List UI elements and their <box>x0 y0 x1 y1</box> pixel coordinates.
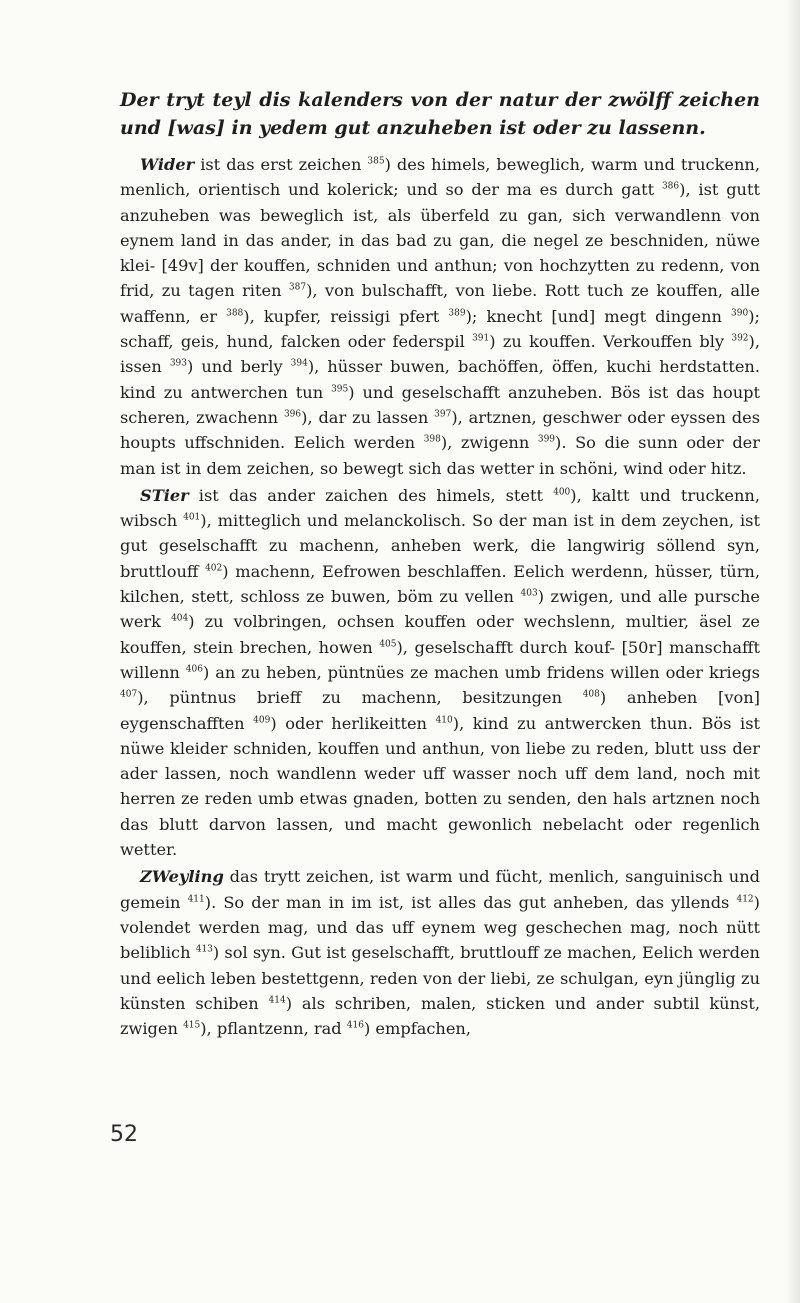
text-run: ist das erst zeichen <box>194 155 368 174</box>
footnote-ref: 385 <box>367 156 385 167</box>
footnote-ref: 394 <box>290 358 308 369</box>
text-run: ), von bulschafft, von liebe. Rott tuch ze kouffen, alle waffenn, er <box>120 281 760 326</box>
footnote-ref: 400 <box>553 487 571 498</box>
footnote-ref: 405 <box>379 639 397 650</box>
footnote-ref: 388 <box>226 308 244 319</box>
footnote-ref: 390 <box>731 308 749 319</box>
text-run: ) und geselschafft anzuheben. Bös ist das houpt scheren, zwachenn <box>120 382 761 427</box>
footnote-ref: 404 <box>171 613 189 624</box>
footnote-ref: 415 <box>183 1020 201 1031</box>
text-run: ), dar zu lassen <box>301 407 435 427</box>
footnote-ref: 401 <box>183 512 201 523</box>
footnote-ref: 398 <box>423 434 441 445</box>
footnote-ref: 389 <box>448 308 466 319</box>
paragraph-lead: Wider <box>140 155 195 174</box>
text-run: ) machenn, Eefrowen beschlaffen. Eelich werdenn, hüsser, türn, kilchen, stett, schloss ze buwen, böm zu vellen <box>120 561 760 607</box>
footnote-ref: 393 <box>169 358 188 369</box>
footnote-ref: 402 <box>205 563 223 574</box>
text-run: ), püntnus brieff zu machenn, besitzungen <box>137 688 583 708</box>
footnote-ref: 406 <box>185 664 203 675</box>
footnote-ref: 411 <box>187 894 205 905</box>
footnote-ref: 396 <box>283 409 302 420</box>
text-run: ), geselschafft durch kouf- [50r] manschafft willenn <box>120 637 760 682</box>
text-run: ), issen <box>120 332 760 377</box>
text-run: ) empfachen, <box>363 1019 471 1039</box>
text-run: ), kaltt und truckenn, wibsch <box>120 485 760 531</box>
page-heading: Der tryt teyl dis kalenders von der natur der zwölff zeichen und [was] in yedem gut anzuheben ist oder zu lassenn. <box>120 89 760 139</box>
text-run: das trytt zeichen, ist warm und fücht, menlich, sanguinisch und gemein <box>120 867 760 912</box>
footnote-ref: 395 <box>331 384 349 395</box>
footnote-ref: 391 <box>472 333 490 344</box>
text-run: ) zu kouffen. Verkouffen bly <box>489 332 732 352</box>
paragraph-wider <box>120 152 760 481</box>
footnote-ref: 408 <box>582 689 600 700</box>
footnote-ref: 412 <box>736 894 754 905</box>
text-run: ), kupfer, reissigi pfert <box>243 306 449 326</box>
footnote-ref: 403 <box>520 588 538 599</box>
text-run: ) oder herlikeitten <box>270 713 436 733</box>
text-run: ) zu volbringen, ochsen kouffen oder wechslenn, multier, äsel ze kouffen, stein brechen, howen <box>120 612 760 657</box>
footnote-ref: 392 <box>731 333 749 344</box>
footnote-ref: 413 <box>195 944 213 955</box>
footnote-ref: 409 <box>253 715 271 726</box>
text-run: ), hüsser buwen, bachöffen, öffen, kuchi herdstatten. kind zu antwerchen tun <box>120 357 760 402</box>
footnote-ref: 386 <box>661 181 680 192</box>
text-run: ) des himels, beweglich, warm und truckenn, menlich, orientisch und kolerick; und so der ma es durch gatt <box>120 155 760 200</box>
paragraph-lead: ZWeyling <box>140 867 224 887</box>
text-run: ) als schriben, malen, sticken und ander subtil künst, zwigen <box>120 993 760 1039</box>
footnote-ref: 416 <box>346 1020 364 1031</box>
footnote-ref: 397 <box>434 409 452 420</box>
text-run: ); knecht [und] megt dingenn <box>465 306 732 326</box>
footnote-ref: 407 <box>120 689 138 700</box>
text-run: ), pflantzenn, rad <box>200 1019 347 1039</box>
text-run: ) und berly <box>187 357 291 377</box>
paragraph-stier <box>120 483 760 862</box>
footnote-ref: 399 <box>537 434 556 445</box>
text-run: ); schaff, geis, hund, falcken oder federspil <box>120 306 760 352</box>
text-run: ), kind zu antwercken thun. Bös ist nüwe kleider schniden, kouffen und anthun, von liebe zu reden, blutt uss der ader lassen, noch wandlenn weder uff wasser noch uff dem land, noch mit herren ze reden umb etwas gnaden, botten zu senden, den hals artznen noch das blutt darvon lassen, und macht gewonlich nebelacht oder regenlich wetter. <box>120 713 761 860</box>
text-run: ) an zu heben, püntnües ze machen umb fridens willen oder kriegs <box>202 662 760 682</box>
paragraph-zweyling <box>120 864 760 1041</box>
paragraph-lead: STier <box>140 485 189 505</box>
text-run: ), ist gutt anzuheben was beweglich ist, als überfeld zu gan, sich verwandlenn von eynem land in das ander, in das bad zu gan, die negel ze beschniden, nüwe klei- [49v] der kouffen, schniden und anthun; von hochzytten zu redenn, von frid, zu tagen riten <box>120 180 760 301</box>
page-edge-shadow <box>786 0 800 1303</box>
page-number: 52 <box>110 1122 138 1147</box>
text-run: ) anheben [von] eygenschafften <box>120 688 760 733</box>
footnote-ref: 410 <box>435 715 453 726</box>
text-run: ), zwigenn <box>440 433 538 453</box>
body-text <box>120 152 760 1041</box>
text-run: ) zwigen, und alle pursche werk <box>120 587 760 632</box>
text-run: ). So die sunn oder der man ist in dem zeichen, so bewegt sich das wetter in schöni, wind oder hitz. <box>120 433 760 478</box>
text-run: ), mitteglich und melanckolisch. So der man ist in dem zeychen, ist gut geselschafft zu machenn, anheben werk, die langwirig söllend syn, bruttlouff <box>120 511 760 581</box>
text-run: ), artznen, geschwer oder eyssen des houpts uffschniden. Eelich werden <box>120 407 761 453</box>
footnote-ref: 387 <box>288 283 307 294</box>
footnote-ref: 414 <box>268 995 286 1006</box>
text-run: ) volendet werden mag, und das uff eynem weg geschechen mag, noch nütt beliblich <box>120 892 760 963</box>
text-run: ist das ander zaichen des himels, stett <box>188 485 554 505</box>
text-run: ) sol syn. Gut ist geselschafft, bruttlouff ze machen, Eelich werden und eelich leben bestettgenn, reden von der liebi, ze schulgan, eyn jünglig zu künsten schiben <box>120 943 760 1013</box>
text-run: ). So der man in im ist, ist alles das gut anheben, das yllends <box>204 892 737 912</box>
